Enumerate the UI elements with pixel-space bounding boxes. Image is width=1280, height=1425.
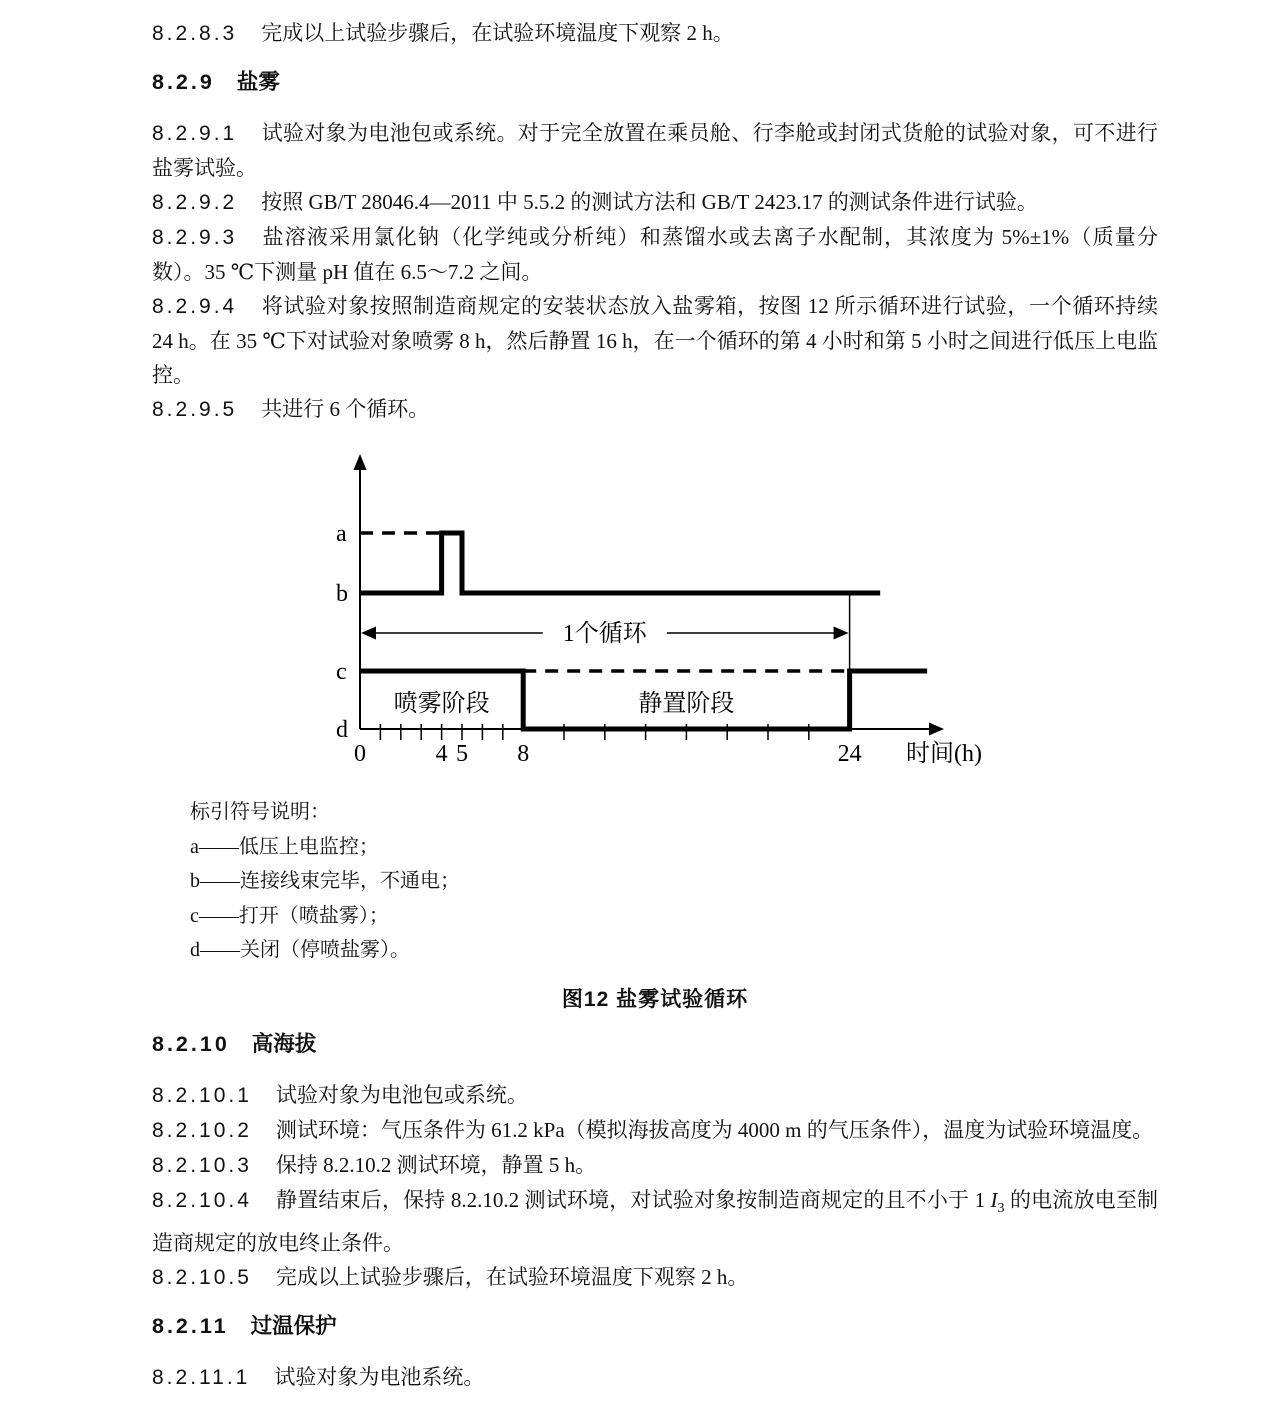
clause-number: 8.2.9.2 <box>152 191 238 214</box>
x-tick-4: 4 <box>435 741 448 767</box>
heading-title: 盐雾 <box>236 70 280 94</box>
level-label-c: c <box>336 659 347 685</box>
clause-number: 8.2.11.1 <box>152 1365 251 1389</box>
clause-text: 试验对象为电池包或系统。对于完全放置在乘员舱、行李舱或封闭式货舱的试验对象，可不进行盐雾试验。 <box>152 121 1158 180</box>
clause-number: 8.2.9.5 <box>152 398 238 421</box>
clause-text: 保持 8.2.10.2 测试环境，静置 5 h。 <box>275 1152 597 1177</box>
figure-caption: 图12 盐雾试验循环 <box>561 987 749 1011</box>
clause-text: 共进行 6 个循环。 <box>261 397 430 421</box>
cycle-label: 1个循环 <box>562 621 647 647</box>
clause-number: 8.2.10.2 <box>152 1118 252 1142</box>
clause-text: 试验对象为电池包或系统。 <box>275 1082 528 1107</box>
x-tick-24: 24 <box>837 741 862 767</box>
clause-8-2-10-3 <box>152 1148 1158 1183</box>
clause-text: 将试验对象按照制造商规定的安装状态放入盐雾箱，按图 12 所示循环进行试验，一个循环持续 24 h。在 35 ℃下对试验对象喷雾 8 h，然后静置 16 h，在一个循环的第 4 小时和第 5 小时之间进行低压上电监控。 <box>152 294 1158 387</box>
heading-title: 过温保护 <box>250 1313 337 1338</box>
clause-8-2-10-2 <box>152 1113 1158 1148</box>
x-axis-title: 时间(h) <box>906 741 982 767</box>
clause-number: 8.2.9.3 <box>152 226 238 249</box>
clause-text: 盐溶液采用氯化钠（化学纯或分析纯）和蒸馏水或去离子水配制，其浓度为 5%±1%（质量分数）。35 ℃下测量 pH 值在 6.5～7.2 之间。 <box>152 225 1158 284</box>
clause-number: 8.2.8.3 <box>152 22 238 45</box>
heading-number: 8.2.9 <box>152 70 215 94</box>
clause-8-2-9-5 <box>152 392 1158 427</box>
current-symbol: I <box>990 1187 998 1212</box>
heading-8-2-9 <box>152 65 1158 100</box>
clause-text: 测试环境：气压条件为 61.2 kPa（模拟海拔高度为 4000 m 的气压条件），温度为试验环境温度。 <box>275 1117 1154 1142</box>
legend-title: 标引符号说明： <box>190 801 330 823</box>
legend-item-a: a——低压上电监控； <box>190 835 379 858</box>
series-low-voltage-monitor-pulse <box>360 533 880 593</box>
clause-text: 按照 GB/T 28046.4—2011 中 5.5.2 的测试方法和 GB/T 2423.17 的测试条件进行试验。 <box>261 190 1038 214</box>
legend-item-c: c——打开（喷盐雾）； <box>190 904 389 927</box>
clause-8-2-9-1 <box>152 116 1158 185</box>
clause-number: 8.2.10.5 <box>152 1265 252 1289</box>
legend-item-d: d——关闭（停喷盐雾）。 <box>190 939 410 961</box>
clause-text: 静置结束后，保持 8.2.10.2 测试环境，对试验对象按制造商规定的且不小于 1 $I_3$ 的电流放电至制造商规定的放电终止条件。 <box>152 1187 1159 1255</box>
clause-number: 8.2.10.1 <box>152 1083 252 1107</box>
clause-number: 8.2.10.3 <box>152 1153 252 1177</box>
heading-8-2-11 <box>152 1309 1158 1344</box>
heading-number: 8.2.10 <box>152 1031 230 1056</box>
x-tick-0: 0 <box>354 741 366 767</box>
clause-8-2-9-4 <box>152 289 1158 392</box>
clause-text: 完成以上试验步骤后，在试验环境温度下观察 2 h。 <box>261 21 734 45</box>
current-subscript: 3 <box>997 1200 1005 1216</box>
level-label-a: a <box>336 521 347 547</box>
heading-8-2-10 <box>152 1027 1158 1062</box>
legend-item-b: b——连接线束完毕，不通电； <box>190 870 460 892</box>
clause-8-2-9-2 <box>152 185 1158 220</box>
clause-text: 试验对象为电池系统。 <box>274 1364 485 1389</box>
clause-number: 8.2.10.4 <box>152 1188 252 1212</box>
level-label-d: d <box>336 717 348 743</box>
clause-8-2-10-4 <box>152 1183 1158 1260</box>
phase-label-0: 喷雾阶段 <box>393 691 490 717</box>
clause-number: 8.2.9.1 <box>152 122 238 145</box>
salt-spray-cycle-diagram <box>330 451 1005 791</box>
clause-text: 完成以上试验步骤后，在试验环境温度下观察 2 h。 <box>275 1264 749 1289</box>
phase-label-1: 静置阶段 <box>638 691 735 717</box>
clause-8-2-9-3 <box>152 220 1158 289</box>
level-label-b: b <box>336 581 348 607</box>
clause-8-2-10-1 <box>152 1078 1158 1113</box>
figure-12-diagram <box>330 451 1005 791</box>
heading-number: 8.2.11 <box>152 1313 229 1338</box>
x-tick-8: 8 <box>517 741 530 767</box>
clause-number: 8.2.9.4 <box>152 295 238 318</box>
clause-8-2-8-3 <box>152 16 1158 51</box>
figure-legend <box>190 795 1158 968</box>
clause-8-2-10-5 <box>152 1260 1158 1295</box>
clause-8-2-11-1 <box>152 1360 1158 1395</box>
x-tick-5: 5 <box>456 741 468 767</box>
cycle-annotation <box>361 617 849 649</box>
heading-title: 高海拔 <box>251 1031 317 1056</box>
